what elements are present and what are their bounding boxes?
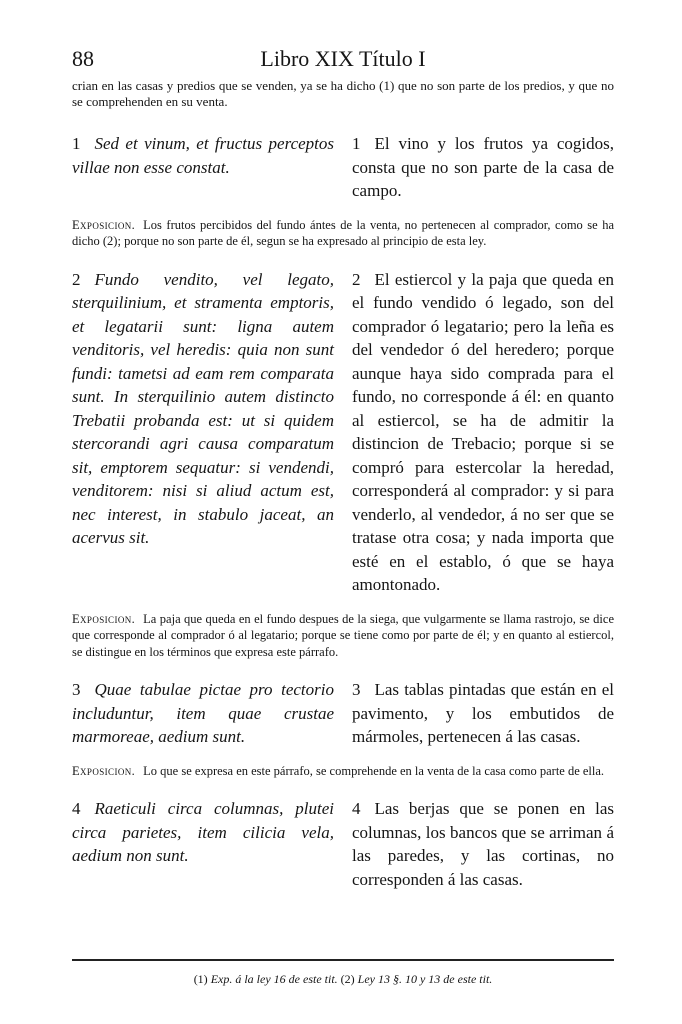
exposicion-text: Los frutos percibidos del fundo ántes de la venta, no pertenecen al comprador, como se ha dicho (2); porque no son parte de él, segun se ha expresado al principio de esta ley. xyxy=(72,217,614,248)
latin-paragraph: Sed et vinum, et fructus perceptos villae non esse constat. xyxy=(72,134,334,177)
spanish-paragraph: Las tablas pintadas que están en el pavimento, y los embutidos de mármoles, pertenecen á las casas. xyxy=(352,680,614,746)
section-number: 1 xyxy=(72,134,81,153)
footnotes xyxy=(72,972,614,987)
footnote-text-1: Exp. á la ley 16 de este tit. xyxy=(210,972,338,986)
section-4 xyxy=(72,797,614,891)
latin-paragraph: Quae tabulae pictae pro tectorio includuntur, item quae crustae marmoreae, aedium sunt. xyxy=(72,680,334,746)
spanish-text xyxy=(352,797,614,891)
section-number: 4 xyxy=(352,799,361,818)
exposicion-3 xyxy=(72,763,614,780)
spanish-text xyxy=(352,678,614,749)
section-number: 4 xyxy=(72,799,81,818)
section-number: 3 xyxy=(352,680,361,699)
section-1 xyxy=(72,132,614,203)
section-3 xyxy=(72,678,614,749)
exposicion-text: La paja que queda en el fundo despues de la siega, que vulgarmente se llama rastrojo, se dice que corresponde al comprador ó al legatario; porque se tiene como por parte de él; y en quanto al estiercol, se distingue en los términos que expresa este párrafo. xyxy=(72,611,614,659)
latin-paragraph: Fundo vendito, vel legato, sterquilinium, et stramenta emptoris, et legatarii sunt: ligna autem venditoris, vel heredis: quia non sunt fundi: tametsi ad eam rem comparata sunt. In sterquilinio autem distincto Trebatii probanda est: ut si quidem stercorandi agri causa comparatum sit, emptorem sequatur: si vendendi, venditorem: nisi si aliud actum est, nec interest, in stabulo jaceat, an acervus sit. xyxy=(72,269,334,547)
spanish-paragraph: El vino y los frutos ya cogidos, consta que no son parte de la casa de campo. xyxy=(352,134,614,200)
spanish-paragraph: Las berjas que se ponen en las columnas, los bancos que se arriman á las paredes, y las cortinas, no corresponden á las casas. xyxy=(352,799,614,889)
page-number: 88 xyxy=(72,46,94,71)
page-body xyxy=(72,44,614,891)
latin-text xyxy=(72,797,334,891)
page-header xyxy=(72,44,614,78)
exposicion-label: Exposicion. xyxy=(72,217,136,232)
section-number: 3 xyxy=(72,680,81,699)
section-2 xyxy=(72,268,614,597)
exposicion-2 xyxy=(72,611,614,661)
exposicion-1 xyxy=(72,217,614,250)
exposicion-label: Exposicion. xyxy=(72,763,136,778)
intro-paragraph: crian en las casas y predios que se venden, ya se ha dicho (1) que no son parte de los predios, y que no se comprehenden en su venta. xyxy=(72,78,614,109)
section-number: 2 xyxy=(72,269,81,289)
exposicion-label: Exposicion. xyxy=(72,611,136,626)
latin-text xyxy=(72,132,334,203)
latin-text xyxy=(72,678,334,749)
latin-paragraph: Raeticuli circa columnas, plutei circa parietes, item cilicia vela, aedium non sunt. xyxy=(72,799,334,865)
running-title: Libro XIX Título I xyxy=(260,46,426,71)
exposicion-text: Lo que se expresa en este párrafo, se comprehende en la venta de la casa como parte de ella. xyxy=(143,763,605,778)
spanish-paragraph: El estiercol y la paja que queda en el fundo vendido ó legado, son del comprador ó legatario; pero la leña es del vendedor ó del heredero; porque aunque haya sido comprada para el fundo, no corresponde á él: en quanto al estiercol, se ha de admitir la distincion de Trebacio; porque si se compró para estercolar la heredad, corresponderá al comprador: y si para venderlo, al vendedor, á no ser que se tratase otra cosa; y nada importa que esté en el establo, ó que se haya amontonado. xyxy=(352,269,614,594)
spanish-text xyxy=(352,268,614,597)
section-number: 2 xyxy=(352,269,361,289)
footnote-rule xyxy=(72,959,614,961)
footnote-marker-1: (1) xyxy=(193,972,208,986)
footnote-marker-2: (2) xyxy=(340,972,355,986)
latin-text xyxy=(72,268,334,597)
footnote-text-2: Ley 13 §. 10 y 13 de este tit. xyxy=(357,972,493,986)
spanish-text xyxy=(352,132,614,203)
section-number: 1 xyxy=(352,134,361,153)
